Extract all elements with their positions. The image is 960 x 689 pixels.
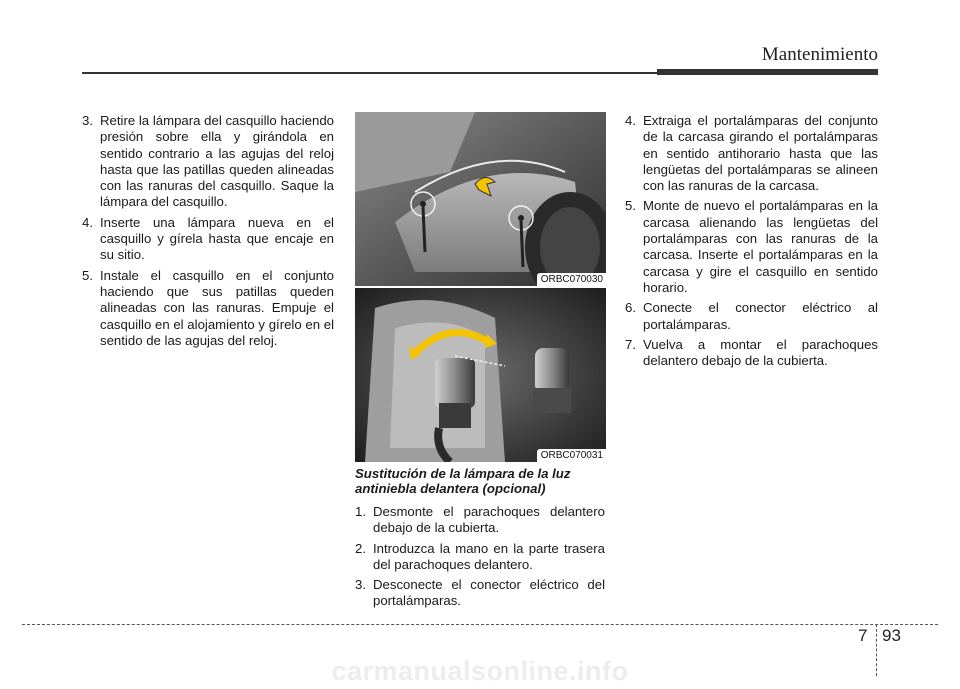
bumper-cover-illustration [355,112,606,286]
step-text: Inserte una lámpara nueva en el casquillo y gírela hasta que encaje en su sitio. [100,214,334,263]
step-text: Extraiga el portalámparas del conjunto de la carcasa girando el portalámparas en sentido antihorario hasta que las lengüetas del portalámparas se alineen con las ranuras de la carcasa. [643,113,878,194]
step-item [355,577,605,610]
footer-rule [22,624,938,625]
figure-label: ORBC070030 [537,273,606,286]
step-text: Instale el casquillo en el conjunto haciendo que sus patillas queden alineadas con las ranuras. Empuje el casquillo en el alojamiento y gírelo en el sentido de las agujas del reloj. [100,267,334,348]
right-column [625,113,878,373]
step-number: 3. [82,113,93,128]
step-number: 5. [625,198,636,214]
step-item [355,504,605,537]
step-text: Monte de nuevo el portalámparas en la carcasa alienando las lengüetas del portalámparas con las ranuras de la carcasa. Inserte el portalámparas en la carcasa y gire el casquillo en sentido horario. [643,198,878,295]
step-text: Introduzca la mano en la parte trasera del parachoques delantero. [373,540,605,572]
step-text: Vuelva a montar el parachoques delantero debajo de la cubierta. [643,336,878,369]
step-number: 7. [625,336,636,352]
step-item [82,113,334,211]
step-number: 2. [355,540,366,556]
fog-lamp-socket-illustration [355,288,606,462]
page-number: 93 [882,626,901,645]
step-number: 4. [625,113,636,128]
header-rule-bar [657,69,878,75]
section-heading: Sustitución de la lámpara de la luz antiniebla delantera (opcional) [355,466,571,496]
step-item [625,300,878,333]
watermark: carmanualsonline.info [331,656,629,686]
step-item [82,215,334,264]
step-text: Desmonte el parachoques delantero debajo de la cubierta. [373,504,605,536]
step-item [355,541,605,574]
step-text: Conecte el conector eléctrico al portalámparas. [643,300,878,332]
step-number: 6. [625,300,636,316]
step-text: Retire la lámpara del casquillo haciendo presión sobre ella y girándola en sentido contrario a las agujas del reloj hasta que las patillas queden alineadas con las ranuras del casquillo. Saque la lámpara del casquillo. [100,113,334,210]
figure-label: ORBC070031 [537,449,606,462]
step-number: 4. [82,214,93,230]
left-column [82,113,334,353]
step-number: 5. [82,267,93,283]
section-title: Mantenimiento [761,44,878,65]
step-item [625,337,878,370]
figure-bumper-cover [355,112,606,286]
step-text: Desconecte el conector eléctrico del portalámparas. [373,577,605,609]
header-rule [82,72,657,74]
step-item [625,198,878,296]
chapter-number: 7 [858,626,868,645]
step-item [625,113,878,194]
step-number: 1. [355,504,366,519]
step-number: 3. [355,577,366,593]
middle-column [355,466,605,614]
step-item [82,268,334,349]
figure-fog-lamp-socket [355,288,606,462]
